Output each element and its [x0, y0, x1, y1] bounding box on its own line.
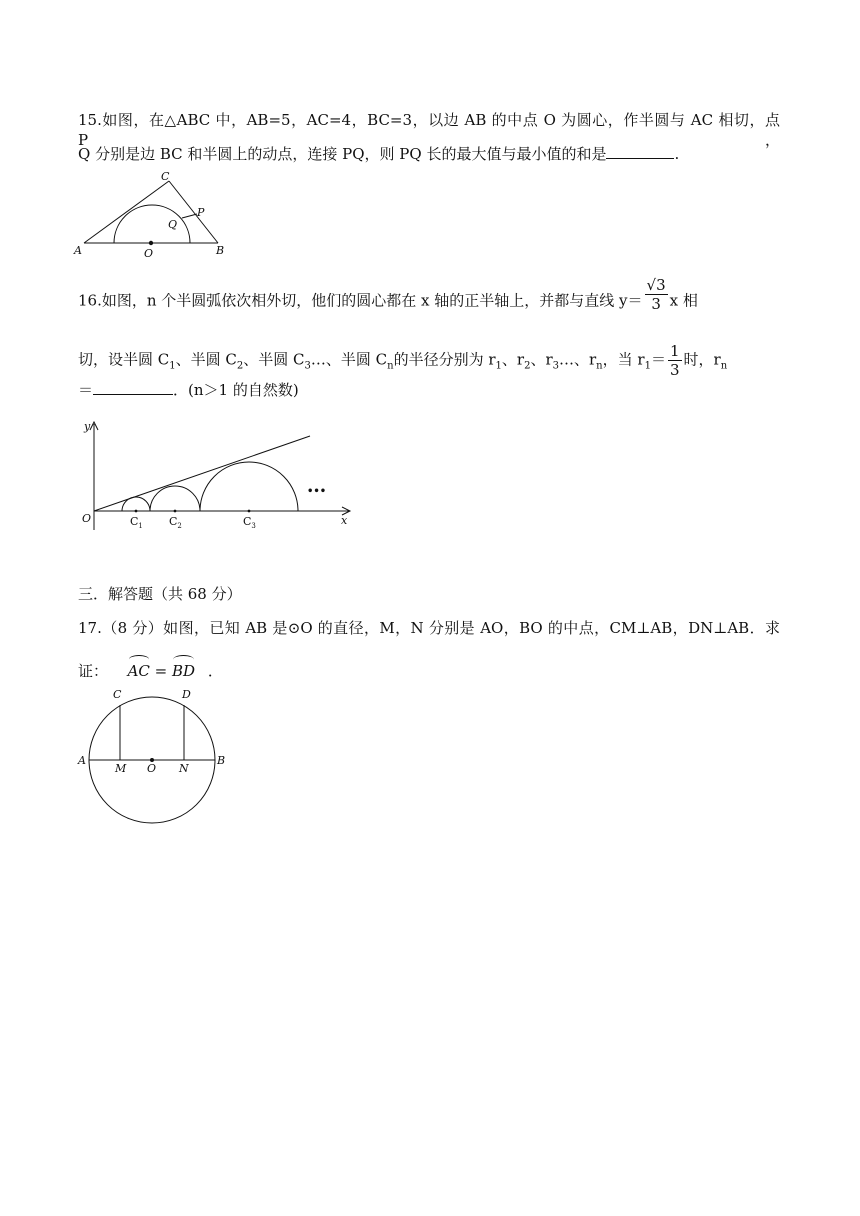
q17-line-1: 17.（8 分）如图，已知 AB 是⊙O 的直径，M，N 分别是 AO，BO 的中点，CM⊥AB，DN⊥AB．求 — [78, 619, 780, 637]
q16-line-1-text: 16.如图，n 个半圆弧依次相外切，他们的圆心都在 x 轴的正半轴上，并都与直线 y＝ — [78, 291, 643, 310]
label-p: P — [197, 206, 205, 219]
semicircle — [114, 205, 190, 243]
sub-rn-ans: n — [720, 360, 728, 372]
q16-text-c: 、半圆 C — [243, 350, 305, 369]
sub-r2: 2 — [524, 360, 531, 372]
label-c: C — [113, 688, 122, 701]
sub-r3: 3 — [552, 360, 559, 372]
fraction-1-over-3 — [668, 342, 682, 379]
fraction-numerator: 1 — [669, 342, 680, 360]
label-q: Q — [168, 218, 178, 231]
arc-ac: AC — [128, 657, 150, 681]
q16-text-k: 时，r — [683, 350, 721, 369]
q17-figure — [72, 684, 242, 830]
sub-rn: n — [596, 360, 603, 372]
label-a: A — [74, 244, 82, 257]
label-origin: O — [82, 512, 92, 525]
q17-line-2 — [78, 657, 223, 681]
label-y: y — [84, 420, 91, 433]
q16-text-f: 、r — [501, 350, 525, 369]
label-c3: $C_3$ — [243, 515, 256, 530]
q15-line-2-text: Q 分别是边 BC 和半圆上的动点，连接 PQ，则 PQ 长的最大值与最小值的和是 — [78, 145, 607, 163]
q15-figure — [70, 170, 235, 262]
q16-text-j: ＝ — [650, 350, 666, 369]
tangent-line — [94, 436, 310, 511]
label-d: D — [182, 688, 191, 701]
q15-line-2 — [78, 144, 679, 164]
equals-sign: = — [154, 662, 168, 680]
label-c: C — [161, 170, 170, 183]
sub-3: 3 — [304, 360, 311, 372]
semicircle-c1 — [122, 497, 150, 511]
q16-text-g: 、r — [530, 350, 553, 369]
segment-bc — [169, 181, 218, 243]
label-x: x — [341, 514, 348, 527]
sub-r1: 1 — [495, 360, 502, 372]
label-c1: $C_1$ — [130, 515, 143, 530]
fraction-sqrt3-over-3 — [645, 276, 668, 313]
segment-pq — [182, 214, 197, 218]
q15-line-1: 15.如图，在△ABC 中，AB=5，AC=4，BC=3，以边 AB 的中点 O 为圆心，作半圆与 AC 相切，点 P， — [78, 111, 780, 149]
label-o: O — [144, 247, 154, 260]
fraction-denominator: 3 — [669, 361, 680, 379]
segment-ac — [84, 181, 169, 243]
semicircle-c2 — [150, 486, 200, 511]
q16-text-d: …、半圆 C — [310, 350, 388, 369]
q16-line-1-end: x 相 — [669, 291, 698, 310]
q16-text-a: 切，设半圆 C — [78, 350, 170, 369]
q16-line-3-text: ＝ — [78, 381, 94, 399]
fraction-numerator: √3 — [646, 276, 666, 294]
answer-blank-16[interactable] — [93, 380, 173, 395]
q16-figure — [78, 418, 363, 534]
q16-line-3-end: ．(n＞1 的自然数) — [173, 381, 299, 399]
q16-text-b: 、半圆 C — [175, 350, 237, 369]
center-c2 — [174, 510, 177, 513]
q16-text-h: …、r — [559, 350, 597, 369]
label-n: N — [179, 762, 189, 775]
q16-line-3 — [78, 380, 299, 400]
q17-line-2-end: ． — [207, 662, 223, 680]
label-o: O — [147, 762, 157, 775]
center-c3 — [248, 510, 251, 513]
sub-r1-cond: 1 — [644, 360, 651, 372]
center-point-o — [149, 241, 153, 245]
arc-bd: BD — [172, 657, 195, 681]
sub-n: n — [387, 360, 394, 372]
q16-line-2 — [78, 342, 727, 379]
ellipsis-dots: ••• — [307, 486, 327, 497]
section-heading: 三．解答题（共 68 分） — [78, 585, 242, 603]
q16-text-i: ，当 r — [602, 350, 645, 369]
label-b: B — [217, 754, 226, 767]
label-c2: $C_2$ — [169, 515, 182, 530]
q16-line-1 — [78, 276, 698, 313]
answer-blank-15[interactable] — [606, 144, 674, 159]
q16-text-e: 的半径分别为 r — [393, 350, 496, 369]
label-b: B — [216, 244, 225, 257]
label-a: A — [78, 754, 86, 767]
q15-line-2-end: . — [674, 145, 680, 163]
q17-line-2-text: 证： — [78, 662, 109, 680]
center-c1 — [135, 510, 138, 513]
sub-1: 1 — [169, 360, 176, 372]
label-m: M — [115, 762, 127, 775]
sub-2: 2 — [236, 360, 244, 372]
fraction-denominator: 3 — [651, 295, 661, 313]
